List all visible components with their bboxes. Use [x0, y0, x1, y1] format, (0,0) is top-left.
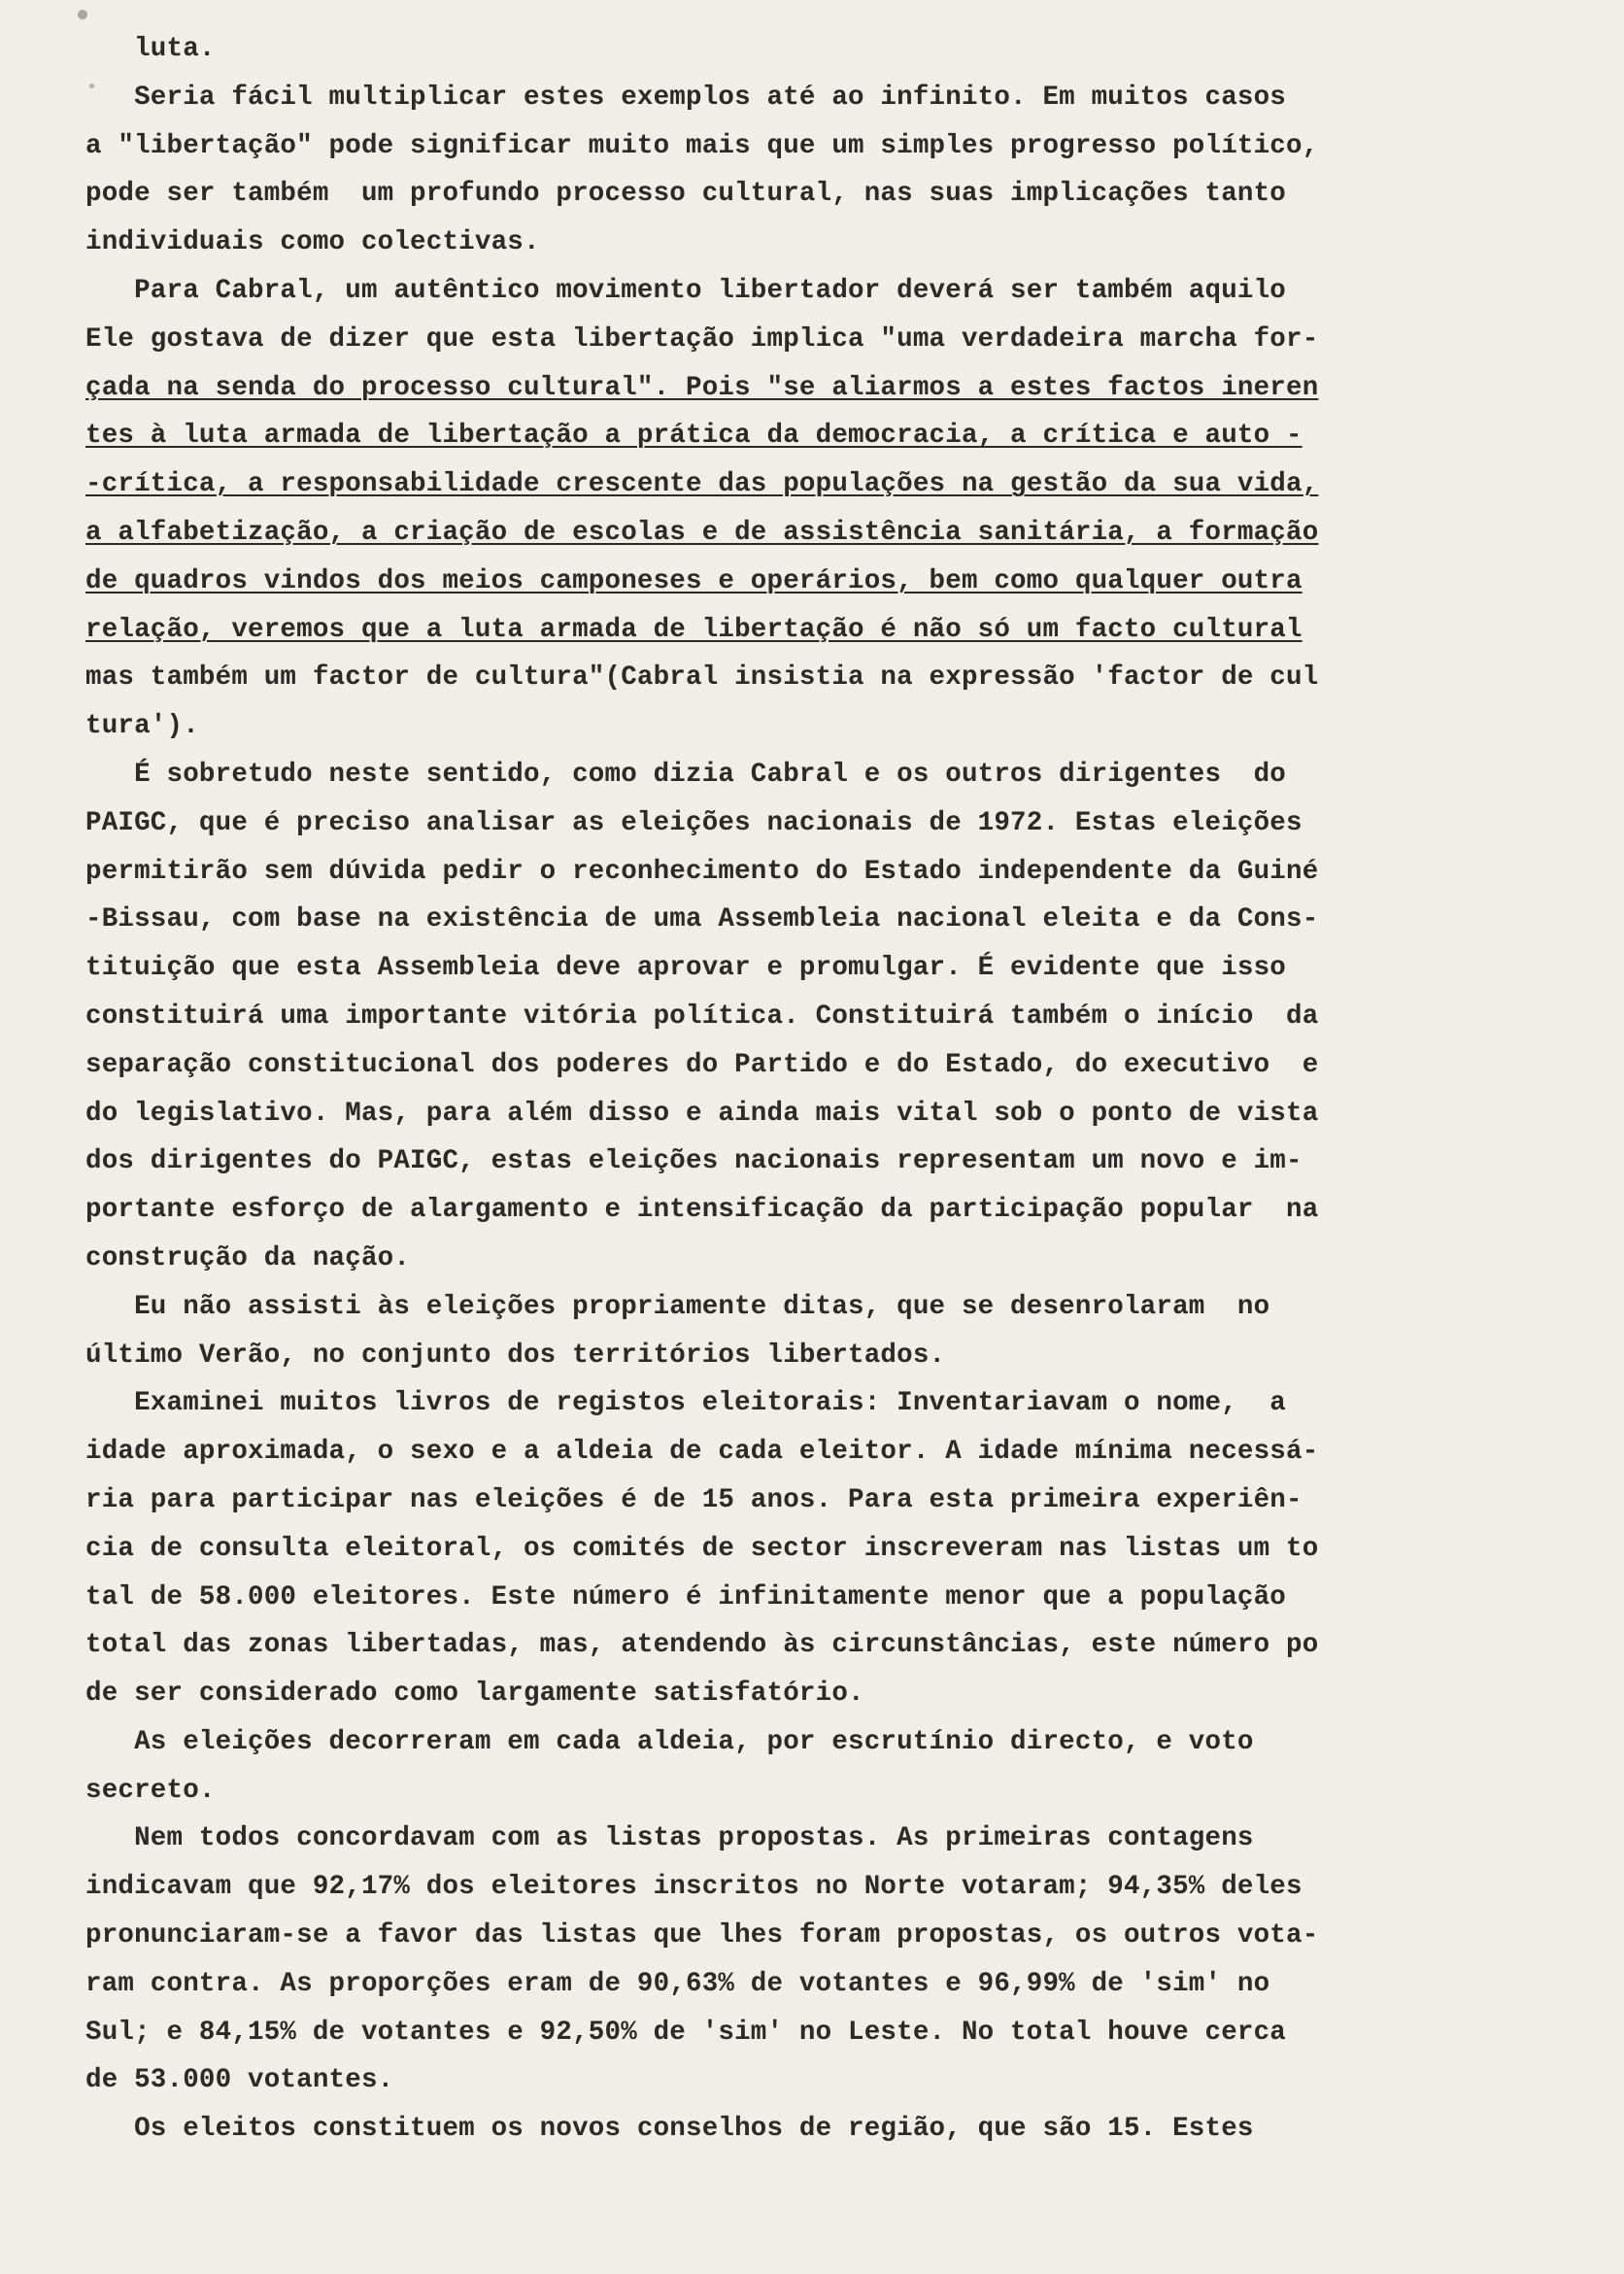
text-line: mas também um factor de cultura"(Cabral insistia na expressão 'factor de cul [85, 662, 1319, 694]
text-line: Ele gostava de dizer que esta libertação implica "uma verdadeira marcha for- [85, 323, 1319, 355]
text-line: dos dirigentes do PAIGC, estas eleições nacionais representam um novo e im- [85, 1146, 1303, 1177]
ink-mark [78, 10, 87, 19]
text-line: tura'). [85, 711, 199, 742]
text-line: individuais como colectivas. [85, 227, 540, 258]
text-line: secreto. [85, 1775, 216, 1806]
text-line: luta. [85, 34, 216, 64]
text-line: ria para participar nas eleições é de 15 anos. Para esta primeira experiên- [85, 1484, 1303, 1515]
text-line: do legislativo. Mas, para além disso e ainda mais vital sob o ponto de vista [85, 1098, 1319, 1129]
text-line: permitirão sem dúvida pedir o reconhecimento do Estado independente da Guiné [85, 856, 1319, 887]
text-line: indicavam que 92,17% dos eleitores inscritos no Norte votaram; 94,35% deles [85, 1872, 1303, 1903]
underlined-quote-line: tes à luta armada de libertação a prática da democracia, a crítica e auto - [85, 421, 1303, 452]
text-line: separação constitucional dos poderes do Partido e do Estado, do executivo e [85, 1049, 1319, 1080]
underlined-quote-line: çada na senda do processo cultural". Pois "se aliarmos a estes factos ineren [85, 372, 1319, 403]
text-line: idade aproximada, o sexo e a aldeia de cada eleitor. A idade mínima necessá- [85, 1437, 1319, 1468]
text-line: Para Cabral, um autêntico movimento libertador deverá ser também aquilo [85, 275, 1286, 306]
typed-text-body [85, 25, 1562, 2154]
text-line: total das zonas libertadas, mas, atendendo às circunstâncias, este número po [85, 1630, 1319, 1661]
underlined-quote-line: -crítica, a responsabilidade crescente das populações na gestão da sua vida, [85, 469, 1319, 500]
underlined-quote-line: de quadros vindos dos meios camponeses e operários, bem como qualquer outra [85, 565, 1303, 596]
text-line: de 53.000 votantes. [85, 2065, 394, 2096]
text-line: PAIGC, que é preciso analisar as eleições nacionais de 1972. Estas eleições [85, 807, 1303, 838]
text-line: constituirá uma importante vitória política. Constituirá também o início da [85, 1001, 1319, 1032]
text-line: pode ser também um profundo processo cultural, nas suas implicações tanto [85, 179, 1286, 210]
text-line: último Verão, no conjunto dos territórios libertados. [85, 1340, 946, 1371]
text-line: Nem todos concordavam com as listas propostas. As primeiras contagens [85, 1823, 1254, 1854]
text-line: de ser considerado como largamente satisfatório. [85, 1679, 864, 1710]
text-line: Examinei muitos livros de registos eleitorais: Inventariavam o nome, a [85, 1388, 1286, 1419]
text-line: construção da nação. [85, 1242, 411, 1273]
text-line: Eu não assisti às eleições propriamente ditas, que se desenrolaram no [85, 1291, 1270, 1322]
text-line: -Bissau, com base na existência de uma Assembleia nacional eleita e da Cons- [85, 904, 1319, 935]
text-line: Seria fácil multiplicar estes exemplos até ao infinito. Em muitos casos [85, 82, 1286, 113]
text-line: cia de consulta eleitoral, os comités de sector inscreveram nas listas um to [85, 1533, 1319, 1564]
underlined-quote-line: a alfabetização, a criação de escolas e de assistência sanitária, a formação [85, 517, 1319, 548]
text-line: tituição que esta Assembleia deve aprovar e promulgar. É evidente que isso [85, 953, 1286, 984]
text-line: Sul; e 84,15% de votantes e 92,50% de 'sim' no Leste. No total houve cerca [85, 2017, 1286, 2048]
text-line: Os eleitos constituem os novos conselhos de região, que são 15. Estes [85, 2114, 1254, 2145]
text-line: ram contra. As proporções eram de 90,63% de votantes e 96,99% de 'sim' no [85, 1968, 1270, 1999]
underlined-quote-line: relação, veremos que a luta armada de libertação é não só um facto cultural [85, 614, 1303, 645]
text-line: pronunciaram-se a favor das listas que lhes foram propostas, os outros vota- [85, 1920, 1319, 1952]
text-line: É sobretudo neste sentido, como dizia Cabral e os outros dirigentes do [85, 759, 1286, 790]
text-line: portante esforço de alargamento e intensificação da participação popular na [85, 1195, 1319, 1226]
text-line: a "libertação" pode significar muito mais que um simples progresso político, [85, 130, 1319, 161]
text-line: tal de 58.000 eleitores. Este número é infinitamente menor que a população [85, 1581, 1286, 1612]
text-line: As eleições decorreram em cada aldeia, por escrutínio directo, e voto [85, 1726, 1254, 1757]
